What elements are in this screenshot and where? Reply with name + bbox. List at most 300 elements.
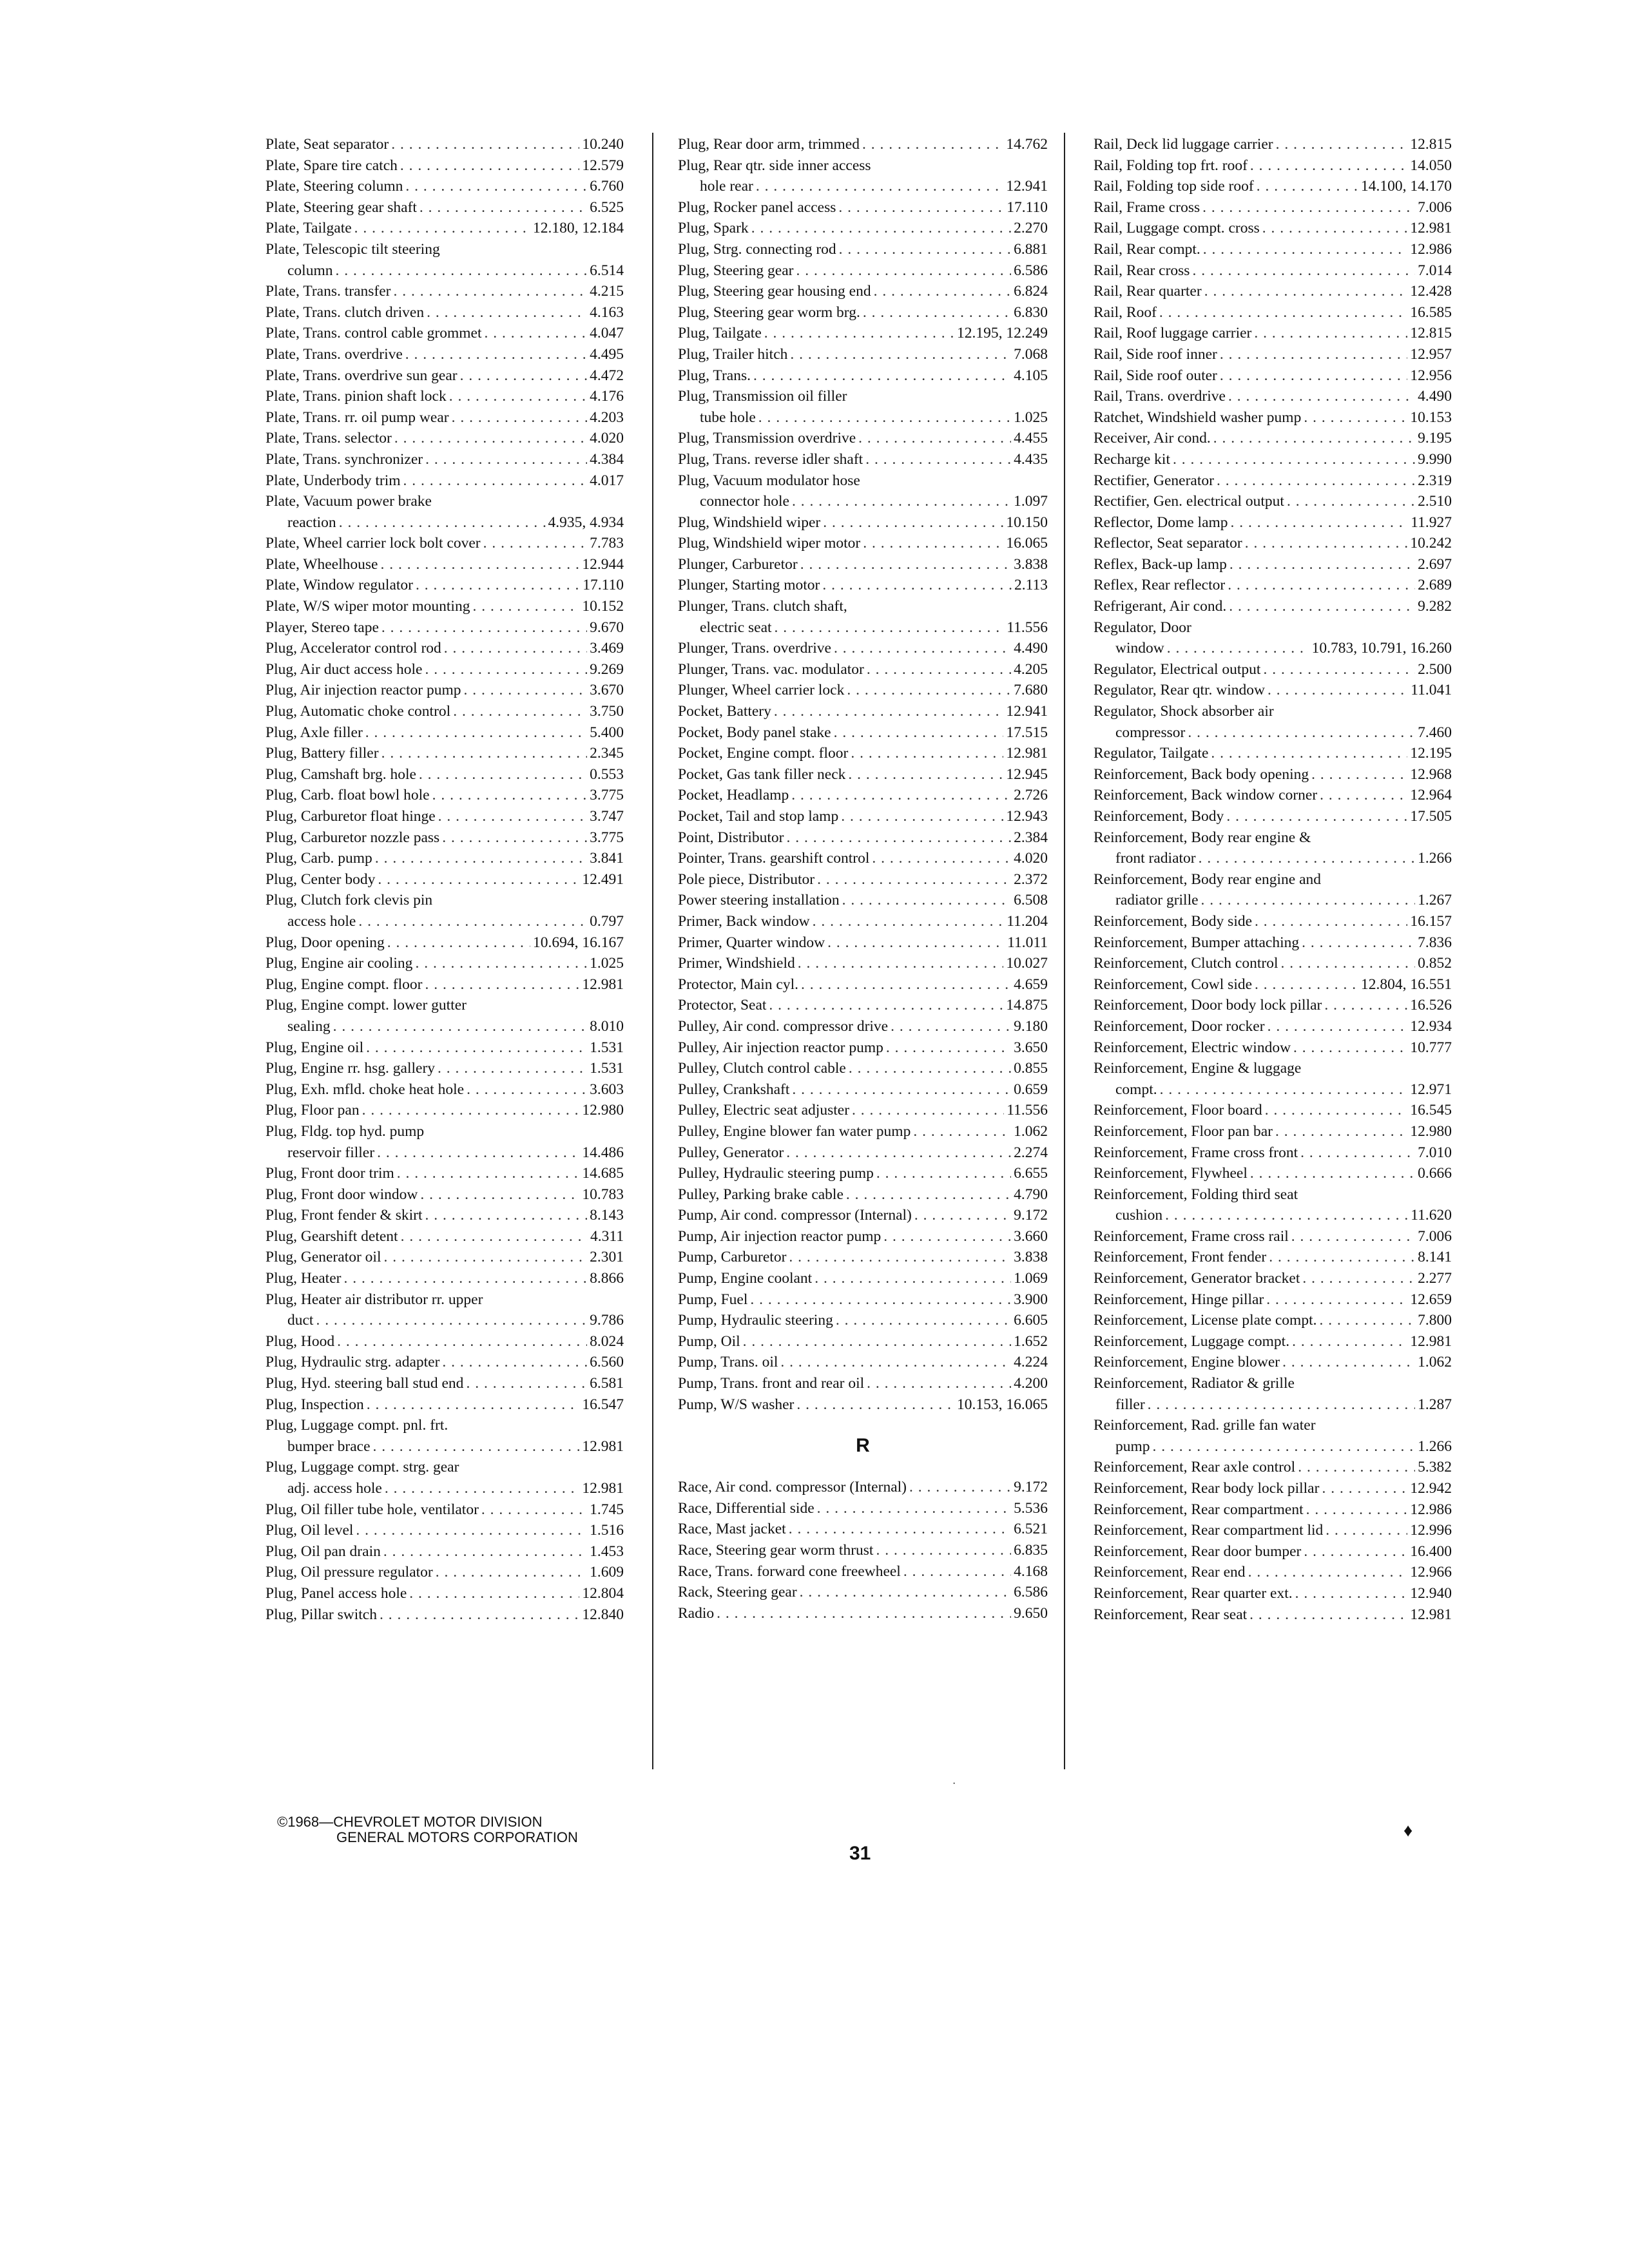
entry-reference: 9.990 (1418, 450, 1452, 468)
entry-line (1094, 281, 1452, 302)
entry-line (1094, 1604, 1452, 1626)
index-entry (265, 575, 624, 596)
entry-continuation-line (1094, 848, 1452, 869)
entry-line (265, 1205, 624, 1226)
entry-label: Plate, Trans. control cable grommet (265, 325, 482, 342)
dot-leader (442, 1352, 587, 1373)
entry-reference: 12.941 (1006, 178, 1048, 195)
dot-leader (453, 701, 587, 722)
index-entry (678, 1519, 1048, 1540)
entry-reference: 12.981 (1410, 220, 1452, 237)
entry-reference: 10.242 (1410, 535, 1452, 552)
index-entry (678, 1477, 1048, 1498)
entry-reference: 2.500 (1418, 660, 1452, 678)
index-entry (678, 1184, 1048, 1206)
entry-line (1094, 974, 1452, 995)
entry-line (265, 218, 624, 239)
index-entry (678, 512, 1048, 533)
entry-label: Reinforcement, Rear quarter ext. (1094, 1584, 1293, 1602)
dot-leader (416, 575, 580, 596)
entry-reference: 1.267 (1418, 892, 1452, 909)
entry-continuation-line (265, 260, 624, 282)
entry-label: Plug, Tailgate (678, 325, 762, 342)
entry-reference: 2.726 (1014, 787, 1048, 804)
entry-reference: 12.957 (1410, 345, 1452, 363)
entry-line (678, 785, 1048, 806)
dot-leader (1293, 1037, 1407, 1059)
entry-line (1094, 134, 1452, 155)
entry-label: Plug, Luggage compt. strg. gear (265, 1459, 459, 1476)
entry-reference: 1.025 (1014, 408, 1048, 426)
entry-label: Plug, Axle filler (265, 724, 363, 741)
index-entry (265, 1058, 624, 1079)
entry-label: Plate, Trans. transfer (265, 283, 391, 300)
entry-label: Pocket, Gas tank filler neck (678, 765, 846, 783)
entry-reference: 1.745 (590, 1501, 624, 1518)
dot-leader (467, 1079, 587, 1100)
entry-label: Pulley, Engine blower fan water pump (678, 1122, 911, 1140)
entry-line (1094, 659, 1452, 680)
dot-leader (751, 218, 1011, 239)
entry-line (678, 1498, 1048, 1519)
dot-leader (1262, 218, 1408, 239)
entry-label: Plug, Engine compt. floor (265, 975, 423, 993)
entry-reference: 6.881 (1014, 240, 1048, 258)
entry-label: Pulley, Air cond. compressor drive (678, 1017, 889, 1035)
index-entry (1094, 1457, 1452, 1478)
entry-label: duct (287, 1312, 314, 1329)
index-entry (678, 449, 1048, 470)
index-entry (265, 1373, 624, 1394)
index-entry (678, 701, 1048, 722)
index-entry (1094, 1415, 1452, 1457)
dot-leader (753, 365, 1011, 387)
entry-label: Regulator, Shock absorber air (1094, 703, 1274, 720)
index-entry (265, 1583, 624, 1604)
entry-line (265, 953, 624, 974)
entry-label: Pump, Oil (678, 1332, 740, 1350)
dot-leader (415, 953, 587, 974)
entry-label: Pocket, Battery (678, 703, 771, 720)
index-entry (265, 827, 624, 849)
entry-label: sealing (287, 1017, 331, 1035)
entry-reference: 12.815 (1410, 136, 1452, 153)
dot-leader (872, 848, 1011, 869)
entry-line (678, 1289, 1048, 1311)
entry-line (678, 1561, 1048, 1582)
entry-line (1094, 953, 1452, 974)
entry-reference: 14.050 (1410, 157, 1452, 174)
dot-leader (909, 1477, 1011, 1498)
entry-label: Reinforcement, License plate compt. (1094, 1312, 1317, 1329)
entry-label: Plug, Vacuum modulator hose (678, 472, 860, 489)
entry-reference: 2.689 (1418, 577, 1452, 594)
index-entry (678, 239, 1048, 260)
entry-reference: 11.011 (1007, 934, 1048, 951)
entry-label: Plunger, Trans. overdrive (678, 640, 831, 657)
entry-line (265, 1520, 624, 1541)
dot-leader (1304, 407, 1407, 428)
index-entry (678, 1394, 1048, 1416)
index-entry (1094, 806, 1452, 827)
index-entry (1094, 1016, 1452, 1037)
index-entry (265, 533, 624, 554)
index-entry (265, 428, 624, 449)
dot-leader (792, 491, 1011, 512)
dot-leader (1276, 134, 1408, 155)
index-entry (678, 1037, 1048, 1059)
entry-reference: 6.586 (1014, 262, 1048, 279)
entry-reference: 4.659 (1014, 975, 1048, 993)
index-entry (678, 197, 1048, 218)
entry-label: Reflector, Dome lamp (1094, 514, 1228, 531)
dot-leader (789, 1519, 1011, 1540)
entry-reference: 0.797 (590, 912, 624, 930)
entry-label: Rail, Folding top frt. roof (1094, 157, 1248, 174)
dot-leader (387, 932, 530, 954)
entry-label: Plug, Steering gear (678, 262, 794, 279)
entry-label: Plate, Tailgate (265, 220, 352, 237)
entry-reference: 4.168 (1014, 1562, 1048, 1580)
entry-line (1094, 449, 1452, 470)
entry-line (265, 617, 624, 639)
entry-line (678, 827, 1048, 849)
index-entry (265, 1079, 624, 1100)
entry-line (1094, 1037, 1452, 1059)
entry-label: Plug, Engine air cooling (265, 955, 413, 972)
entry-label: Rail, Frame cross (1094, 198, 1200, 216)
entry-label: Reinforcement, Rear compartment lid (1094, 1522, 1324, 1539)
entry-reference: 4.017 (590, 472, 624, 489)
index-entry (265, 365, 624, 387)
entry-label: Plug, Carb. float bowl hole (265, 787, 430, 804)
index-entry (678, 1268, 1048, 1289)
index-entry (1094, 1352, 1452, 1373)
index-entry (265, 1226, 624, 1247)
entry-reference: 9.180 (1014, 1017, 1048, 1035)
entry-line (678, 1226, 1048, 1247)
entry-reference: 4.105 (1014, 367, 1048, 384)
index-entry (1094, 1142, 1452, 1164)
entry-line (678, 1058, 1048, 1079)
index-entry (265, 1415, 624, 1457)
entry-reference: 10.152 (582, 598, 624, 615)
dot-leader (403, 470, 588, 492)
entry-line (265, 1037, 624, 1059)
index-entry (1094, 491, 1452, 512)
entry-label: Plate, Trans. overdrive (265, 345, 403, 363)
entry-reference: 12.968 (1410, 765, 1452, 783)
index-entry (678, 134, 1048, 155)
entry-reference: 5.536 (1014, 1499, 1048, 1517)
entry-reference: 1.453 (590, 1542, 624, 1560)
entry-reference: 12.942 (1410, 1480, 1452, 1497)
entry-line (265, 1394, 624, 1416)
entry-label: Plug, Air duct access hole (265, 660, 423, 678)
dot-leader (836, 1310, 1011, 1331)
dot-leader (1229, 596, 1415, 617)
entry-line (1094, 1457, 1452, 1478)
index-entry (1094, 1184, 1452, 1226)
index-entry (265, 869, 624, 890)
entry-line (1094, 533, 1452, 554)
dot-leader (383, 1247, 587, 1268)
index-column-1 (265, 134, 624, 1625)
entry-reference: 12.428 (1410, 283, 1452, 300)
entry-line (678, 1582, 1048, 1603)
entry-reference: 7.010 (1418, 1144, 1452, 1161)
entry-reference: 11.041 (1411, 682, 1452, 699)
entry-label: Plug, Trans. (678, 367, 751, 384)
entry-label: Plug, Hydraulic strg. adapter (265, 1354, 440, 1371)
index-entry (1094, 155, 1452, 177)
dot-leader (1153, 1436, 1416, 1457)
entry-label: column (287, 262, 333, 279)
entry-line (1094, 743, 1452, 764)
entry-reference: 4.455 (1014, 430, 1048, 447)
entry-reference: 7.680 (1014, 682, 1048, 699)
dot-leader (886, 1037, 1011, 1059)
dot-leader (481, 1499, 587, 1521)
entry-label: Rack, Steering gear (678, 1584, 797, 1601)
entry-label: Plug, Floor pan (265, 1102, 360, 1119)
index-entry (1094, 1163, 1452, 1184)
entry-line (1094, 323, 1452, 344)
entry-label: Pump, Trans. oil (678, 1354, 778, 1371)
index-entry (678, 1226, 1048, 1247)
index-entry (265, 1184, 624, 1206)
entry-label: Plug, Rear door arm, trimmed (678, 136, 860, 153)
dot-leader (1188, 722, 1415, 744)
entry-reference: 1.609 (590, 1564, 624, 1581)
index-entry (1094, 1058, 1452, 1100)
index-entry (265, 722, 624, 744)
entry-label: Plate, Underbody trim (265, 472, 401, 489)
page-number: 31 (849, 1843, 871, 1864)
index-entry (265, 953, 624, 974)
dot-leader (1204, 281, 1408, 302)
dot-leader (863, 533, 1003, 554)
entry-reference: 4.205 (1014, 660, 1048, 678)
entry-reference: 7.460 (1418, 724, 1452, 741)
index-entry (1094, 869, 1452, 911)
entry-line (678, 659, 1048, 680)
dot-leader (891, 1016, 1011, 1037)
index-entry (1094, 302, 1452, 323)
entry-label: Plug, Transmission oil filler (678, 388, 847, 405)
entry-reference: 3.841 (590, 850, 624, 867)
dot-leader (460, 365, 588, 387)
dot-leader (1165, 1205, 1408, 1226)
entry-reference: 9.195 (1418, 430, 1452, 447)
entry-reference: 12.944 (582, 555, 624, 573)
entry-reference: 6.605 (1014, 1312, 1048, 1329)
entry-line (265, 764, 624, 785)
index-entry (265, 1037, 624, 1059)
entry-label: Point, Distributor (678, 829, 784, 846)
entry-label: Rail, Side roof inner (1094, 345, 1217, 363)
entry-reference: 1.287 (1418, 1396, 1452, 1413)
index-entry (1094, 974, 1452, 995)
entry-label: Reflex, Back-up lamp (1094, 555, 1227, 573)
index-entry (678, 1016, 1048, 1037)
index-entry (265, 638, 624, 659)
entry-reference: 7.006 (1418, 198, 1452, 216)
entry-label: Player, Stereo tape (265, 619, 379, 636)
entry-line (1094, 218, 1452, 239)
entry-reference: 16.065 (1006, 535, 1048, 552)
entry-reference: 2.319 (1418, 472, 1452, 489)
entry-line (678, 155, 1048, 177)
entry-line (265, 533, 624, 554)
dot-leader (789, 1247, 1011, 1268)
dot-leader (1266, 1289, 1407, 1311)
entry-label: Plate, Trans. clutch driven (265, 303, 425, 321)
entry-reference: 4.935, 4.934 (548, 514, 624, 531)
index-entry (1094, 743, 1452, 764)
entry-label: Recharge kit (1094, 450, 1170, 468)
dot-leader (394, 281, 588, 302)
entry-label: Reinforcement, Floor board (1094, 1102, 1262, 1119)
entry-line (1094, 1583, 1452, 1604)
dot-leader (419, 764, 587, 785)
dot-leader (442, 827, 587, 849)
entry-label: Plate, Trans. synchronizer (265, 450, 423, 468)
entry-line (1094, 1499, 1452, 1521)
column-divider (1064, 133, 1065, 1769)
entry-reference: 12.180, 12.184 (533, 220, 624, 237)
dot-leader (1160, 1079, 1408, 1100)
entry-label: front radiator (1115, 850, 1196, 867)
entry-line (265, 344, 624, 365)
entry-line (265, 575, 624, 596)
entry-label: Reinforcement, Frame cross rail (1094, 1227, 1289, 1245)
entry-label: Reinforcement, Generator bracket (1094, 1270, 1300, 1287)
dot-leader (405, 344, 587, 365)
index-entry (678, 827, 1048, 849)
entry-label: Plug, Front door trim (265, 1165, 394, 1182)
index-entry (1094, 932, 1452, 954)
entry-line (1094, 1310, 1452, 1331)
dot-leader (798, 953, 1004, 974)
index-entry (1094, 1373, 1452, 1415)
index-entry (1094, 197, 1452, 218)
dot-leader (780, 1352, 1011, 1373)
entry-label: Plug, Strg. connecting rod (678, 240, 836, 258)
entry-line (1094, 827, 1452, 849)
entry-label: compt. (1115, 1081, 1157, 1098)
index-entry (265, 932, 624, 954)
entry-line (678, 386, 1048, 407)
entry-reference: 4.472 (590, 367, 624, 384)
dot-leader (848, 764, 1003, 785)
index-entry (1094, 449, 1452, 470)
entry-label: Plug, Heater (265, 1270, 342, 1287)
entry-reference: 2.301 (590, 1249, 624, 1266)
index-entry (265, 1562, 624, 1583)
entry-line (265, 281, 624, 302)
index-entry (678, 155, 1048, 197)
entry-label: Plug, Battery filler (265, 745, 379, 762)
entry-label: Race, Steering gear worm thrust (678, 1542, 874, 1559)
entry-reference: 4.490 (1418, 388, 1452, 405)
dot-leader (1229, 554, 1415, 575)
dot-leader (377, 1142, 579, 1164)
entry-reference: 12.981 (1410, 1332, 1452, 1350)
entry-line (265, 1604, 624, 1626)
entry-reference: 12.996 (1410, 1522, 1452, 1539)
dot-leader (1269, 1247, 1415, 1268)
entry-continuation-line (1094, 890, 1452, 911)
entry-label: Plunger, Starting motor (678, 577, 820, 594)
entry-label: Protector, Seat (678, 997, 767, 1014)
entry-continuation-line (265, 1310, 624, 1331)
entry-label: tube hole (700, 408, 756, 426)
entry-label: Plate, Seat separator (265, 136, 389, 153)
index-entry (265, 596, 624, 617)
entry-label: Reinforcement, Back window corner (1094, 787, 1318, 804)
dot-leader (786, 1142, 1011, 1164)
entry-reference: 4.203 (590, 408, 624, 426)
entry-line (678, 323, 1048, 344)
entry-label: Pulley, Air injection reactor pump (678, 1039, 883, 1056)
entry-reference: 2.345 (590, 745, 624, 762)
entry-line (1094, 785, 1452, 806)
entry-label: Radio (678, 1604, 715, 1622)
dot-leader (1275, 1121, 1407, 1142)
index-entry (265, 1499, 624, 1521)
entry-reference: 5.400 (590, 724, 624, 741)
dot-leader (1322, 1478, 1407, 1499)
index-entry (1094, 785, 1452, 806)
entry-label: Plate, Steering gear shaft (265, 198, 417, 216)
entry-reference: 3.603 (590, 1081, 624, 1098)
dot-leader (432, 785, 588, 806)
dot-leader (913, 1121, 1011, 1142)
entry-reference: 6.508 (1014, 892, 1048, 909)
index-entry (265, 1604, 624, 1626)
entry-label: compressor (1115, 724, 1186, 741)
entry-reference: 4.200 (1014, 1375, 1048, 1392)
entry-line (265, 1373, 624, 1394)
entry-line (265, 1247, 624, 1268)
entry-reference: 7.006 (1418, 1227, 1452, 1245)
entry-line (678, 1331, 1048, 1352)
entry-line (1094, 1415, 1452, 1436)
entry-label: Plate, Telescopic tilt steering (265, 240, 440, 258)
entry-label: Reinforcement, Body side (1094, 912, 1253, 930)
index-entry (678, 302, 1048, 323)
entry-reference: 10.153 (1410, 408, 1452, 426)
dot-leader (774, 701, 1003, 722)
entry-label: Rail, Luggage compt. cross (1094, 220, 1260, 237)
entry-label: Plunger, Wheel carrier lock (678, 682, 845, 699)
entry-reference: 12.815 (1410, 325, 1452, 342)
entry-line (678, 911, 1048, 932)
index-entry (678, 1058, 1048, 1079)
entry-reference: 6.521 (1014, 1521, 1048, 1538)
index-entry (678, 428, 1048, 449)
entry-label: Primer, Windshield (678, 955, 795, 972)
index-entry (265, 890, 624, 932)
entry-reference: 12.195, 12.249 (957, 325, 1048, 342)
index-entry (265, 470, 624, 492)
entry-reference: 6.824 (1014, 283, 1048, 300)
entry-reference: 2.372 (1014, 870, 1048, 888)
dot-leader (420, 1184, 579, 1206)
diamond-icon: ♦ (1403, 1821, 1413, 1841)
entry-continuation-line (678, 176, 1048, 197)
